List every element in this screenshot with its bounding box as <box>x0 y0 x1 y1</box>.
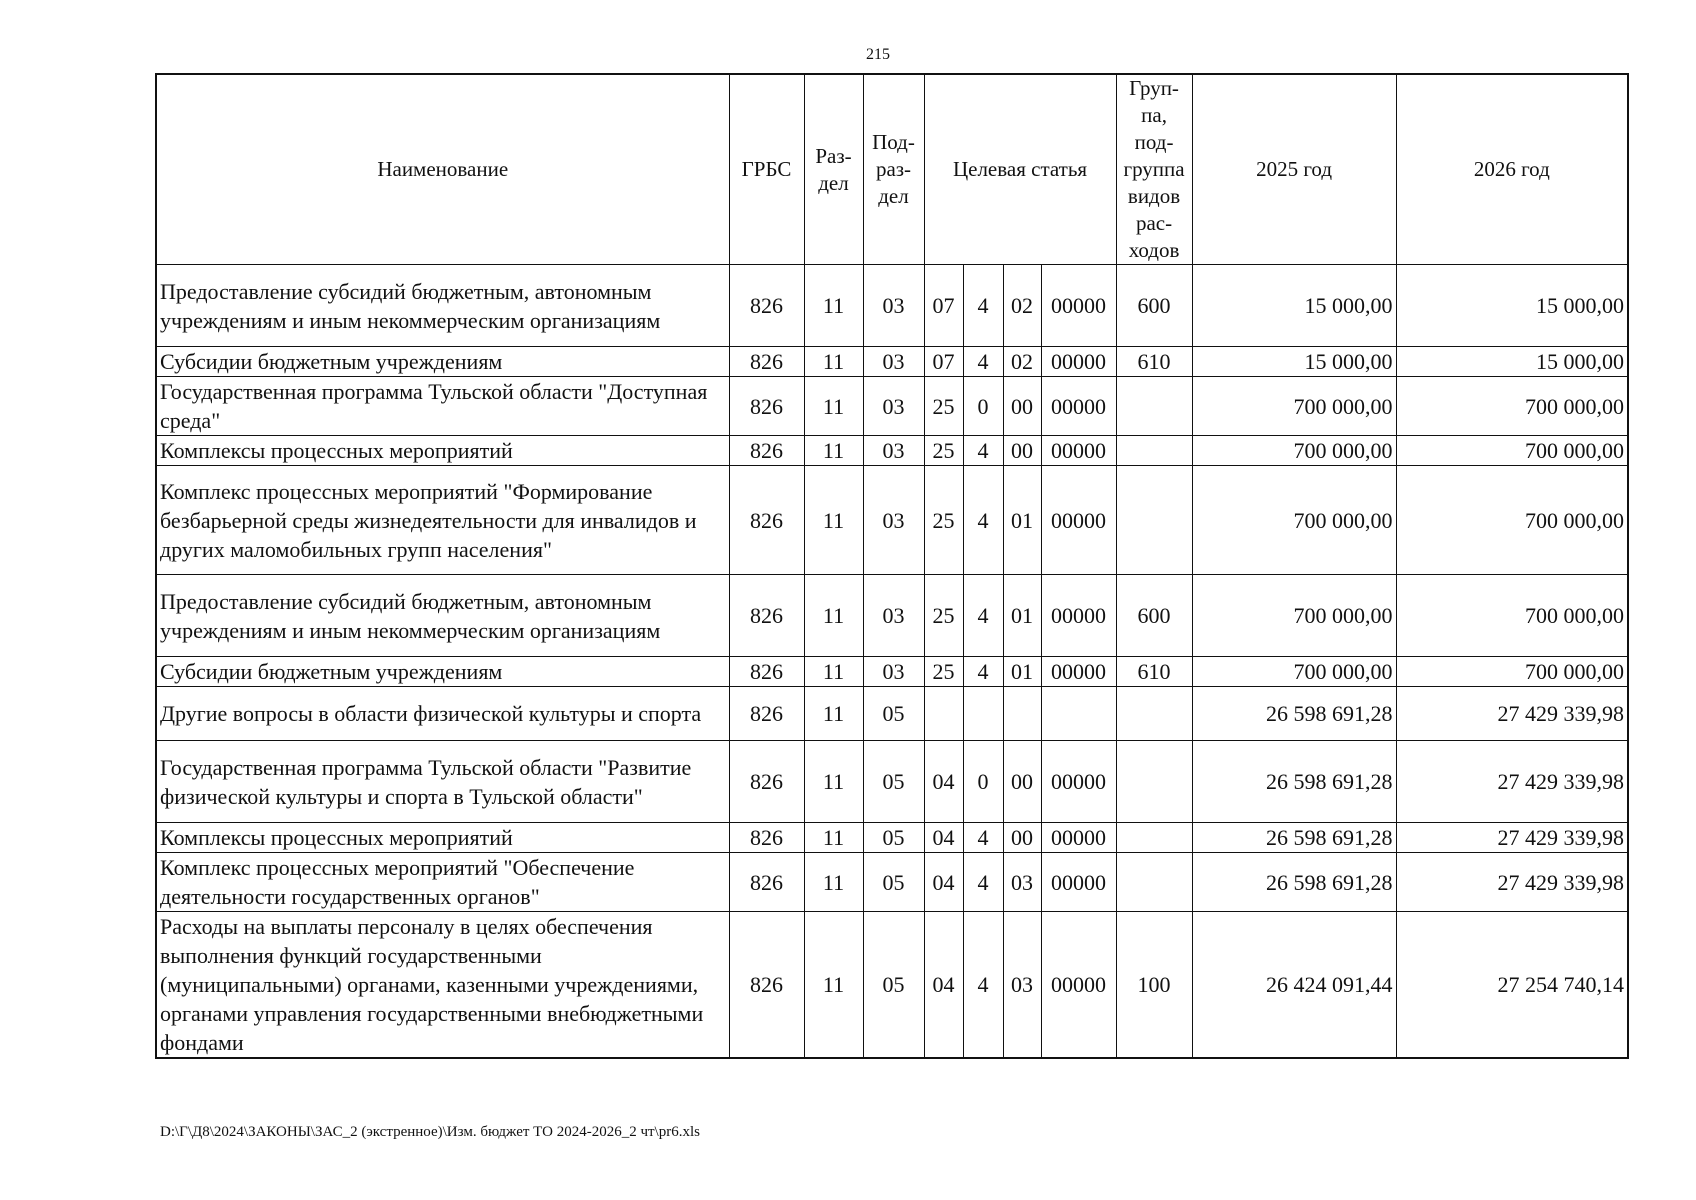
row-target-program: 07 <box>924 265 963 347</box>
table-row <box>156 347 1628 377</box>
row-podrazdel: 03 <box>863 466 924 575</box>
row-amount-2025: 26 598 691,28 <box>1192 823 1396 853</box>
row-expense-group <box>1116 436 1192 466</box>
row-razdel: 11 <box>804 853 863 912</box>
row-grbs: 826 <box>729 265 804 347</box>
row-target-direction: 00000 <box>1041 741 1116 823</box>
row-amount-2026: 700 000,00 <box>1396 657 1628 687</box>
row-target-program: 25 <box>924 436 963 466</box>
row-expense-group <box>1116 687 1192 741</box>
row-razdel: 11 <box>804 912 863 1059</box>
row-expense-group <box>1116 377 1192 436</box>
row-target-type: 4 <box>963 575 1003 657</box>
row-target-type: 4 <box>963 657 1003 687</box>
row-expense-group: 600 <box>1116 575 1192 657</box>
row-target-subprogram: 00 <box>1003 436 1041 466</box>
row-target-type: 4 <box>963 436 1003 466</box>
row-name: Другие вопросы в области физической культуры и спорта <box>156 687 729 741</box>
row-target-program: 25 <box>924 377 963 436</box>
row-target-subprogram: 01 <box>1003 575 1041 657</box>
row-razdel: 11 <box>804 436 863 466</box>
row-amount-2025: 700 000,00 <box>1192 466 1396 575</box>
row-grbs: 826 <box>729 853 804 912</box>
row-target-direction: 00000 <box>1041 347 1116 377</box>
row-grbs: 826 <box>729 377 804 436</box>
row-target-direction: 00000 <box>1041 436 1116 466</box>
row-podrazdel: 05 <box>863 912 924 1059</box>
page-number: 215 <box>866 46 890 63</box>
row-target-subprogram: 01 <box>1003 466 1041 575</box>
row-target-direction: 00000 <box>1041 377 1116 436</box>
row-amount-2026: 27 429 339,98 <box>1396 853 1628 912</box>
row-razdel: 11 <box>804 466 863 575</box>
row-amount-2026: 27 254 740,14 <box>1396 912 1628 1059</box>
row-target-type: 4 <box>963 853 1003 912</box>
row-target-program: 07 <box>924 347 963 377</box>
row-target-subprogram: 03 <box>1003 853 1041 912</box>
row-target-direction: 00000 <box>1041 575 1116 657</box>
row-amount-2026: 700 000,00 <box>1396 436 1628 466</box>
row-podrazdel: 05 <box>863 823 924 853</box>
row-razdel: 11 <box>804 823 863 853</box>
row-podrazdel: 03 <box>863 657 924 687</box>
row-target-direction: 00000 <box>1041 823 1116 853</box>
row-grbs: 826 <box>729 466 804 575</box>
row-amount-2026: 27 429 339,98 <box>1396 687 1628 741</box>
row-amount-2026: 700 000,00 <box>1396 466 1628 575</box>
row-amount-2025: 26 598 691,28 <box>1192 687 1396 741</box>
row-target-subprogram: 00 <box>1003 823 1041 853</box>
row-name: Комплекс процессных мероприятий "Обеспечение деятельности государственных органов" <box>156 853 729 912</box>
row-podrazdel: 03 <box>863 575 924 657</box>
row-grbs: 826 <box>729 347 804 377</box>
row-podrazdel: 03 <box>863 377 924 436</box>
row-expense-group <box>1116 741 1192 823</box>
table-row <box>156 575 1628 657</box>
row-amount-2026: 27 429 339,98 <box>1396 741 1628 823</box>
row-name: Комплекс процессных мероприятий "Формирование безбарьерной среды жизнедеятельности для инвалидов и других маломобильных групп населения" <box>156 466 729 575</box>
row-podrazdel: 03 <box>863 265 924 347</box>
row-target-program: 04 <box>924 853 963 912</box>
row-name: Государственная программа Тульской области "Развитие физической культуры и спорта в Тульской области" <box>156 741 729 823</box>
row-amount-2026: 700 000,00 <box>1396 377 1628 436</box>
row-target-type: 4 <box>963 265 1003 347</box>
row-razdel: 11 <box>804 265 863 347</box>
row-grbs: 826 <box>729 436 804 466</box>
row-expense-group <box>1116 823 1192 853</box>
table-row <box>156 912 1628 1059</box>
row-target-subprogram <box>1003 687 1041 741</box>
row-target-direction: 00000 <box>1041 853 1116 912</box>
row-target-direction: 00000 <box>1041 265 1116 347</box>
row-target-direction <box>1041 687 1116 741</box>
budget-table <box>155 73 1629 1059</box>
row-name: Предоставление субсидий бюджетным, автономным учреждениям и иным некоммерческим организациям <box>156 265 729 347</box>
row-amount-2026: 15 000,00 <box>1396 347 1628 377</box>
row-target-type: 4 <box>963 347 1003 377</box>
header-target-article: Целевая статья <box>924 74 1116 265</box>
row-razdel: 11 <box>804 741 863 823</box>
row-amount-2025: 15 000,00 <box>1192 347 1396 377</box>
row-podrazdel: 05 <box>863 687 924 741</box>
row-name: Комплексы процессных мероприятий <box>156 823 729 853</box>
row-name: Комплексы процессных мероприятий <box>156 436 729 466</box>
row-target-type: 4 <box>963 823 1003 853</box>
row-target-direction: 00000 <box>1041 912 1116 1059</box>
row-razdel: 11 <box>804 687 863 741</box>
row-amount-2025: 15 000,00 <box>1192 265 1396 347</box>
row-name: Государственная программа Тульской области "Доступная среда" <box>156 377 729 436</box>
row-target-subprogram: 00 <box>1003 377 1041 436</box>
header-name: Наименование <box>156 74 729 265</box>
table-row <box>156 436 1628 466</box>
row-grbs: 826 <box>729 575 804 657</box>
table-row <box>156 466 1628 575</box>
row-grbs: 826 <box>729 657 804 687</box>
row-amount-2026: 15 000,00 <box>1396 265 1628 347</box>
row-name: Субсидии бюджетным учреждениям <box>156 657 729 687</box>
row-amount-2025: 700 000,00 <box>1192 436 1396 466</box>
row-target-subprogram: 00 <box>1003 741 1041 823</box>
row-amount-2026: 27 429 339,98 <box>1396 823 1628 853</box>
row-target-program: 04 <box>924 741 963 823</box>
row-expense-group: 600 <box>1116 265 1192 347</box>
header-expense-group: Груп- па, под- группа видов рас- ходов <box>1116 74 1192 265</box>
row-amount-2025: 700 000,00 <box>1192 657 1396 687</box>
row-grbs: 826 <box>729 823 804 853</box>
table-row <box>156 265 1628 347</box>
row-target-type: 0 <box>963 377 1003 436</box>
file-path-footer: D:\Г\Д8\2024\ЗАКОНЫ\ЗАС_2 (экстренное)\Изм. бюджет ТО 2024-2026_2 чт\pr6.xls <box>160 1124 700 1140</box>
table-row <box>156 853 1628 912</box>
row-target-type: 4 <box>963 912 1003 1059</box>
row-target-program: 25 <box>924 575 963 657</box>
header-year-2026: 2026 год <box>1396 74 1628 265</box>
table-row <box>156 687 1628 741</box>
row-razdel: 11 <box>804 575 863 657</box>
header-podrazdel: Под- раз- дел <box>863 74 924 265</box>
row-amount-2025: 26 424 091,44 <box>1192 912 1396 1059</box>
row-target-direction: 00000 <box>1041 466 1116 575</box>
header-razdel: Раз- дел <box>804 74 863 265</box>
row-expense-group: 610 <box>1116 657 1192 687</box>
table-row <box>156 377 1628 436</box>
row-target-program: 25 <box>924 466 963 575</box>
row-podrazdel: 03 <box>863 436 924 466</box>
row-amount-2025: 26 598 691,28 <box>1192 741 1396 823</box>
row-name: Расходы на выплаты персоналу в целях обеспечения выполнения функций государственными (муниципальными) органами, казенными учреждениями, органами управления государственными внебюджетными фондами <box>156 912 729 1059</box>
row-podrazdel: 05 <box>863 741 924 823</box>
header-year-2025: 2025 год <box>1192 74 1396 265</box>
row-podrazdel: 03 <box>863 347 924 377</box>
row-target-subprogram: 03 <box>1003 912 1041 1059</box>
row-target-direction: 00000 <box>1041 657 1116 687</box>
row-target-type: 4 <box>963 466 1003 575</box>
row-target-subprogram: 02 <box>1003 265 1041 347</box>
table-row <box>156 657 1628 687</box>
row-razdel: 11 <box>804 347 863 377</box>
table-row <box>156 741 1628 823</box>
row-target-program: 25 <box>924 657 963 687</box>
row-expense-group: 100 <box>1116 912 1192 1059</box>
row-grbs: 826 <box>729 741 804 823</box>
row-razdel: 11 <box>804 657 863 687</box>
table-row <box>156 823 1628 853</box>
row-grbs: 826 <box>729 912 804 1059</box>
row-amount-2025: 26 598 691,28 <box>1192 853 1396 912</box>
row-target-program <box>924 687 963 741</box>
row-expense-group <box>1116 853 1192 912</box>
row-target-subprogram: 01 <box>1003 657 1041 687</box>
row-expense-group: 610 <box>1116 347 1192 377</box>
row-target-subprogram: 02 <box>1003 347 1041 377</box>
row-name: Предоставление субсидий бюджетным, автономным учреждениям и иным некоммерческим организациям <box>156 575 729 657</box>
row-target-type <box>963 687 1003 741</box>
row-amount-2025: 700 000,00 <box>1192 377 1396 436</box>
row-target-program: 04 <box>924 823 963 853</box>
row-podrazdel: 05 <box>863 853 924 912</box>
table-header <box>156 74 1628 265</box>
row-amount-2026: 700 000,00 <box>1396 575 1628 657</box>
row-amount-2025: 700 000,00 <box>1192 575 1396 657</box>
row-target-type: 0 <box>963 741 1003 823</box>
row-target-program: 04 <box>924 912 963 1059</box>
row-razdel: 11 <box>804 377 863 436</box>
row-grbs: 826 <box>729 687 804 741</box>
row-name: Субсидии бюджетным учреждениям <box>156 347 729 377</box>
row-expense-group <box>1116 466 1192 575</box>
header-grbs: ГРБС <box>729 74 804 265</box>
table-body <box>156 265 1628 1059</box>
